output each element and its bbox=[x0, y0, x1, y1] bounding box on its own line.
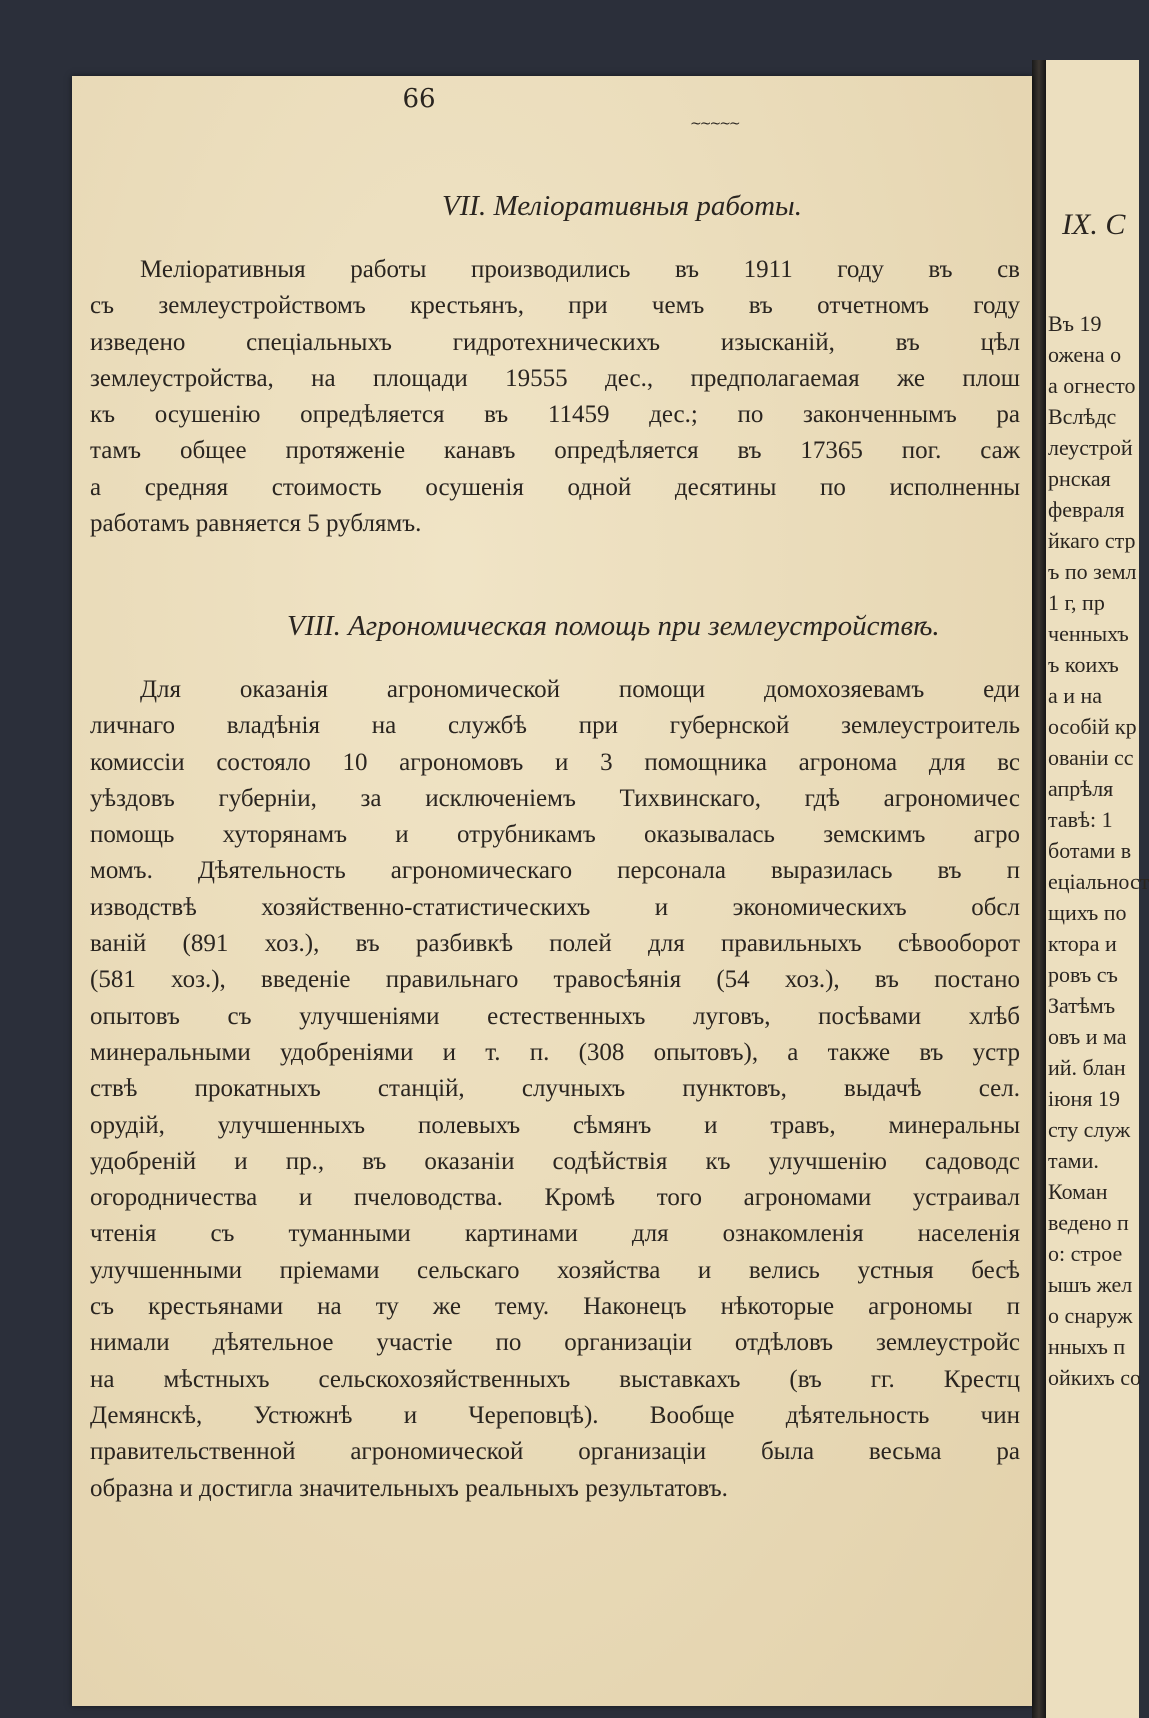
text-line: орудій, улучшенныхъ полевыхъ сѣмянъ и травъ, минеральны bbox=[90, 1111, 1020, 1139]
right-text-line: тами. bbox=[1048, 1148, 1099, 1173]
text-line: улучшенными пріемами сельскаго хозяйства и велись устныя бесѣ bbox=[90, 1256, 1020, 1284]
right-text-line: еціальност bbox=[1048, 869, 1149, 894]
text-line: (581 хоз.), введеніе правильнаго травосѣянія (54 хоз.), въ постано bbox=[90, 966, 1020, 994]
text-line: огородничества и пчеловодства. Кромѣ того агрономами устраивал bbox=[90, 1184, 1020, 1212]
text-line: ваній (891 хоз.), въ разбивкѣ полей для правильныхъ сѣвооборот bbox=[90, 930, 1020, 958]
page-number: 66 bbox=[402, 84, 436, 114]
section-7-paragraph bbox=[90, 252, 1020, 542]
right-text-line: ктора и bbox=[1048, 931, 1117, 956]
text-line: съ землеустройствомъ крестьянъ, при чемъ въ отчетномъ году bbox=[90, 292, 1020, 320]
text-line: Меліоративныя работы производились въ 1911 году въ св bbox=[140, 256, 1020, 283]
section-8-paragraph bbox=[90, 672, 1020, 1592]
right-page-fragment bbox=[1046, 60, 1149, 1718]
right-text-line: 1 г, пр bbox=[1048, 590, 1105, 615]
text-line: землеустройства, на площади 19555 дес., предполагаемая же плош bbox=[90, 364, 1020, 392]
text-line: съ крестьянами на ту же тему. Наконецъ нѣкоторые агрономы п bbox=[90, 1293, 1020, 1321]
right-text-line: рнская bbox=[1048, 466, 1111, 491]
text-line: ствѣ прокатныхъ станцій, случныхъ пунктовъ, выдачѣ сел. bbox=[90, 1075, 1020, 1103]
right-page-title: IX. C bbox=[1062, 208, 1126, 241]
right-page-text bbox=[1046, 308, 1149, 1393]
text-line: личнаго владѣнія на службѣ при губернской землеустроитель bbox=[90, 712, 1020, 740]
text-line: помощь хуторянамъ и отрубникамъ оказывалась земскимъ агро bbox=[90, 821, 1020, 849]
section-8-title: VIII. Агрономическая помощь при землеустройствѣ. bbox=[287, 610, 940, 642]
right-text-line: сту служ bbox=[1048, 1117, 1131, 1142]
text-line: момъ. Дѣятельность агрономическаго персонала выразилась въ п bbox=[90, 857, 1020, 885]
right-text-line: ченныхъ bbox=[1048, 621, 1129, 646]
right-text-line: щихъ по bbox=[1048, 900, 1127, 925]
right-text-line: ышъ жел bbox=[1048, 1272, 1133, 1297]
text-line: комиссіи состояло 10 агрономовъ и 3 помощника агронома для вс bbox=[90, 748, 1020, 776]
text-line: удобреній и пр., въ оказаніи содѣйствія къ улучшенію садоводс bbox=[90, 1147, 1020, 1175]
left-page bbox=[72, 76, 1032, 1706]
section-7-title: VII. Меліоративныя работы. bbox=[442, 190, 802, 222]
right-text-line: іюня 19 bbox=[1048, 1086, 1120, 1111]
right-text-line: ожена о bbox=[1048, 342, 1122, 367]
right-text-line: йкаго стр bbox=[1048, 528, 1136, 553]
text-line: работамъ равняется 5 рублямъ. bbox=[90, 510, 422, 538]
page-number-ornament: ~~~~~ bbox=[690, 116, 739, 132]
text-line: минеральными удобреніями и т. п. (308 опытовъ), а также въ устр bbox=[90, 1038, 1020, 1066]
right-text-line: овъ и ма bbox=[1048, 1024, 1127, 1049]
text-line: образна и достигла значительныхъ реальныхъ результатовъ. bbox=[90, 1474, 728, 1502]
right-text-line: Вслѣдс bbox=[1048, 404, 1117, 429]
right-text-line: Въ 19 bbox=[1048, 311, 1102, 336]
right-text-line: ведено п bbox=[1048, 1210, 1129, 1235]
text-line: къ осушенію опредѣляется въ 11459 дес.; по законченнымъ ра bbox=[90, 401, 1020, 429]
right-text-line: ъ коихъ bbox=[1048, 652, 1119, 677]
right-text-line: Затѣмъ bbox=[1048, 993, 1116, 1018]
text-line: нимали дѣятельное участіе по организаціи отдѣловъ землеустройс bbox=[90, 1329, 1020, 1357]
right-text-line: о снаруж bbox=[1048, 1303, 1133, 1328]
book-spine bbox=[1032, 60, 1046, 1718]
right-text-line: ий. блан bbox=[1048, 1055, 1126, 1080]
text-line: опытовъ съ улучшеніями естественныхъ луговъ, посѣвами хлѣб bbox=[90, 1002, 1020, 1030]
text-line: изведено спеціальныхъ гидротехническихъ изысканій, въ цѣл bbox=[90, 328, 1020, 356]
text-line: а средняя стоимость осушенія одной десятины по исполненны bbox=[90, 473, 1020, 501]
right-text-line: особій кр bbox=[1048, 714, 1137, 739]
text-line: уѣздовъ губерніи, за исключеніемъ Тихвинскаго, гдѣ агрономичес bbox=[90, 784, 1020, 812]
right-text-line: тавѣ: 1 bbox=[1048, 807, 1113, 832]
right-text-line: ботами в bbox=[1048, 838, 1132, 863]
right-text-line: о: строе bbox=[1048, 1241, 1123, 1266]
text-line: чтенія съ туманными картинами для ознакомленія населенія bbox=[90, 1220, 1020, 1248]
text-line: Для оказанія агрономической помощи домохозяевамъ еди bbox=[140, 676, 1020, 703]
right-text-line: леустрой bbox=[1048, 435, 1133, 460]
text-line: Демянскѣ, Устюжнѣ и Череповцѣ). Вообще дѣятельность чин bbox=[90, 1401, 1020, 1429]
text-line: правительственной агрономической организаціи была весьма ра bbox=[90, 1438, 1020, 1466]
right-text-line: нныхъ п bbox=[1048, 1334, 1126, 1359]
right-text-line: ойкихъ со bbox=[1048, 1365, 1142, 1390]
right-text-line: ровъ съ bbox=[1048, 962, 1118, 987]
text-line: тамъ общее протяженіе канавъ опредѣляется въ 17365 пог. саж bbox=[90, 437, 1020, 465]
text-line: на мѣстныхъ сельскохозяйственныхъ выставкахъ (въ гг. Крестц bbox=[90, 1365, 1020, 1393]
text-line: изводствѣ хозяйственно-статистическихъ и экономическихъ обсл bbox=[90, 893, 1020, 921]
right-text-line: а и на bbox=[1048, 683, 1103, 708]
right-text-line: ованіи сс bbox=[1048, 745, 1134, 770]
right-text-line: ъ по земл bbox=[1048, 559, 1137, 584]
right-text-line: февраля bbox=[1048, 497, 1125, 522]
right-text-line: апрѣля bbox=[1048, 776, 1114, 801]
right-text-line: Коман bbox=[1048, 1179, 1108, 1204]
right-text-line: а огнесто bbox=[1048, 373, 1136, 398]
